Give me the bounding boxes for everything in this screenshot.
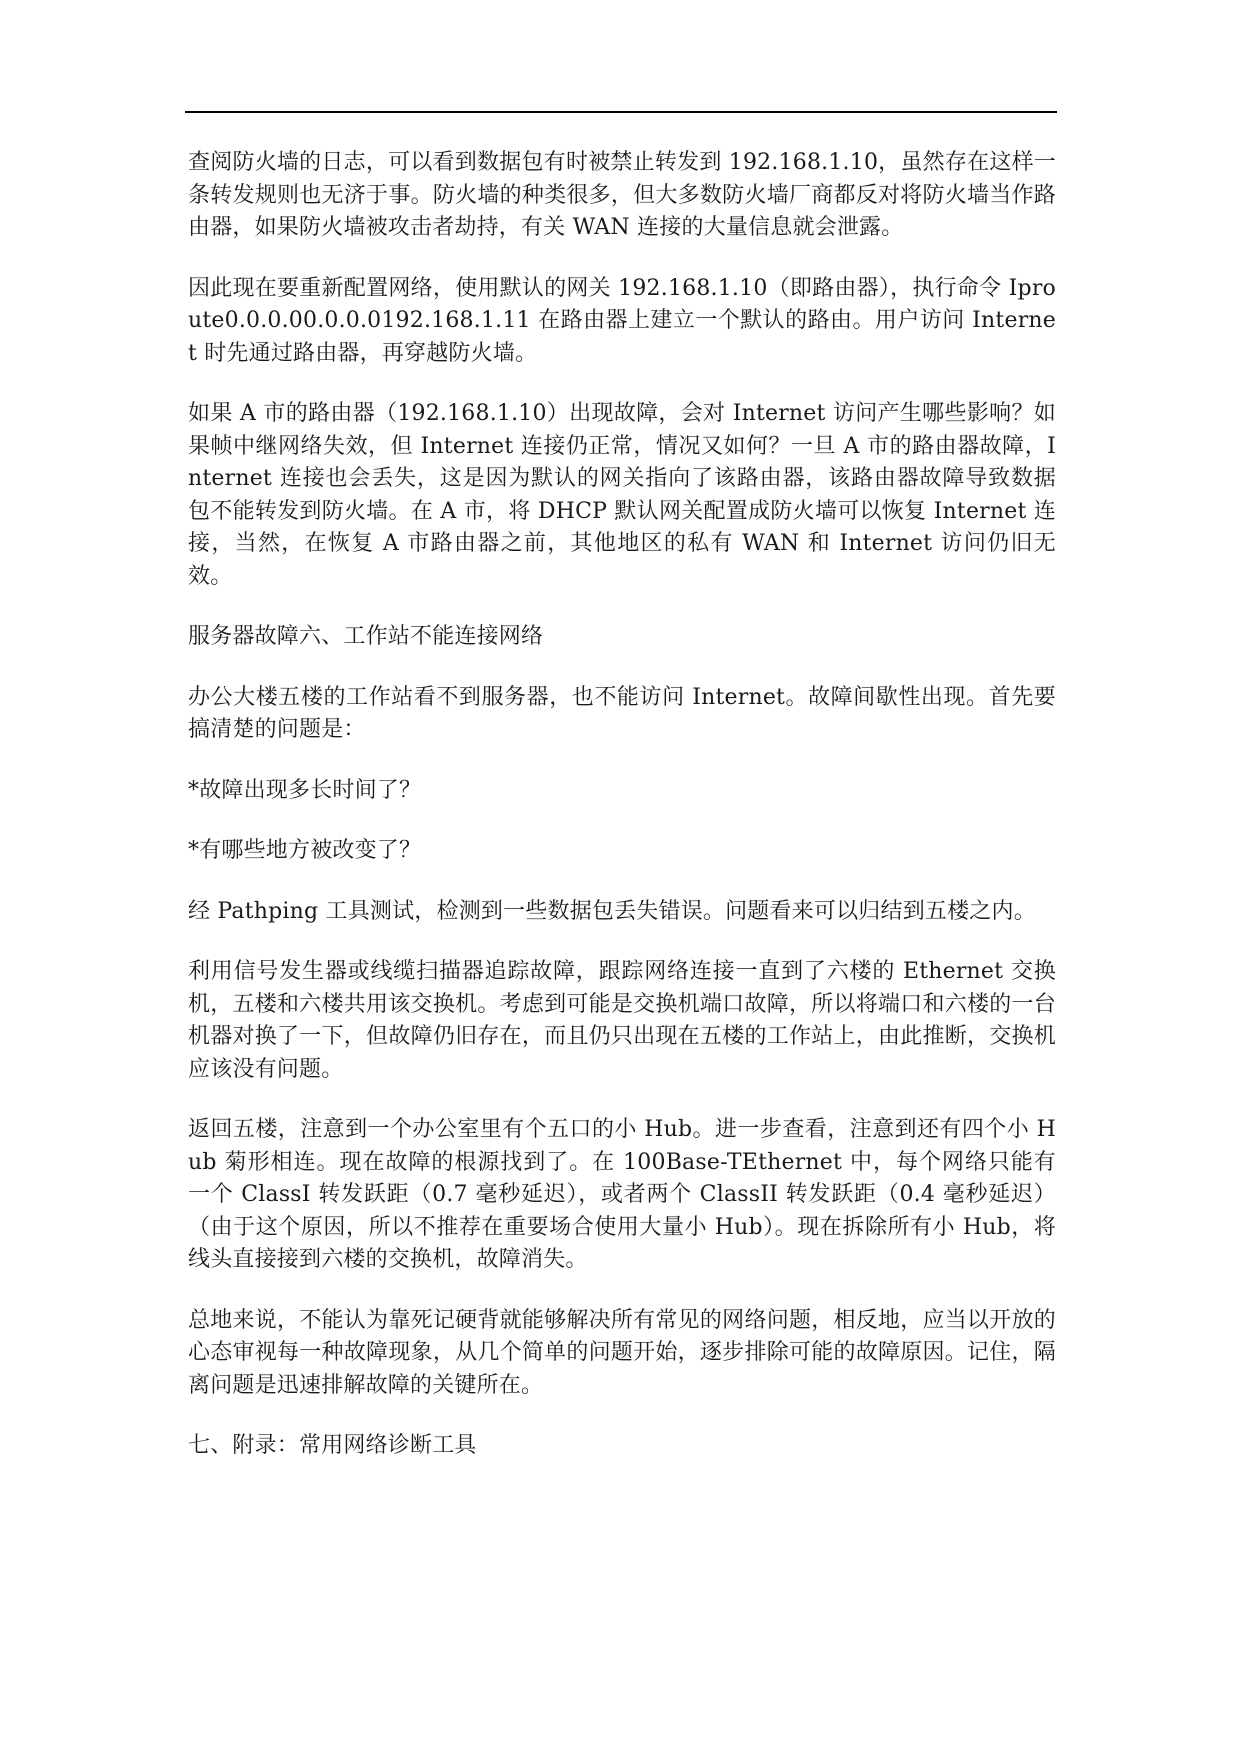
header-divider [185, 111, 1057, 113]
section-heading-fault-six: 服务器故障六、工作站不能连接网络 [188, 624, 544, 649]
document-body [188, 147, 1056, 1491]
bullet-question-changes: *有哪些地方被改变了？ [188, 838, 422, 863]
paragraph-firewall-log: 查阅防火墙的日志，可以看到数据包有时被禁止转发到 192.168.1.10，虽然存在这样一条转发规则也无济于事。防火墙的种类很多，但大多数防火墙厂商都反对将防火墙当作路由器，如果防火墙被攻击者劫持，有关 WAN 连接的大量信息就会泄露。 [188, 150, 1056, 240]
paragraph-summary: 总地来说，不能认为靠死记硬背就能够解决所有常见的网络问题，相反地，应当以开放的心态审视每一种故障现象，从几个简单的问题开始，逐步排除可能的故障原因。记住，隔离问题是迅速排解故障的关键所在。 [188, 1307, 1056, 1398]
paragraph-pathping-test: 经 Pathping 工具测试，检测到一些数据包丢失错误。问题看来可以归结到五楼之内。 [188, 898, 1036, 924]
paragraph-reconfigure-gateway: 因此现在要重新配置网络，使用默认的网关 192.168.1.10（即路由器），执行命令 Iproute0.0.0.00.0.0.0192.168.1.11 在路由器上建立一个默认的路由。用户访问 Internet 时先通过路由器，再穿越防火墙。 [188, 275, 1056, 366]
paragraph-hub-root-cause: 返回五楼，注意到一个办公室里有个五口的小 Hub。进一步查看，注意到还有四个小 Hub 菊形相连。现在故障的根源找到了。在 100Base-TEthernet 中，每个网络只能有一个 ClassI 转发跃距（0.7 毫秒延迟），或者两个 ClassII 转发跃距（0.4 毫秒延迟）（由于这个原因，所以不推荐在重要场合使用大量小 Hub）。现在拆除所有小 Hub，将线头直接接到六楼的交换机，故障消失。 [188, 1117, 1056, 1272]
paragraph-router-failure: 如果 A 市的路由器（192.168.1.10）出现故障，会对 Internet 访问产生哪些影响？如果帧中继网络失效，但 Internet 连接仍正常，情况又如何？一旦 A 市的路由器故障，Internet 连接也会丢失，这是因为默认的网关指向了该路由器，该路由器故障导致数据包不能转发到防火墙。在 A 市，将 DHCP 默认网关配置成防火墙可以恢复 Internet 连接，当然，在恢复 A 市路由器之前，其他地区的私有 WAN 和 Internet 访问仍旧无效。 [188, 401, 1056, 589]
section-heading-appendix: 七、附录：常用网络诊断工具 [188, 1433, 477, 1458]
paragraph-signal-tracing: 利用信号发生器或线缆扫描器追踪故障，跟踪网络连接一直到了六楼的 Ethernet 交换机，五楼和六楼共用该交换机。考虑到可能是交换机端口故障，所以将端口和六楼的一台机器对换了一下，但故障仍旧存在，而且仍只出现在五楼的工作站上，由此推断，交换机应该没有问题。 [188, 959, 1056, 1082]
bullet-question-duration: *故障出现多长时间了？ [188, 777, 422, 803]
paragraph-fifth-floor-issue: 办公大楼五楼的工作站看不到服务器，也不能访问 Internet。故障间歇性出现。首先要搞清楚的问题是： [188, 684, 1056, 742]
